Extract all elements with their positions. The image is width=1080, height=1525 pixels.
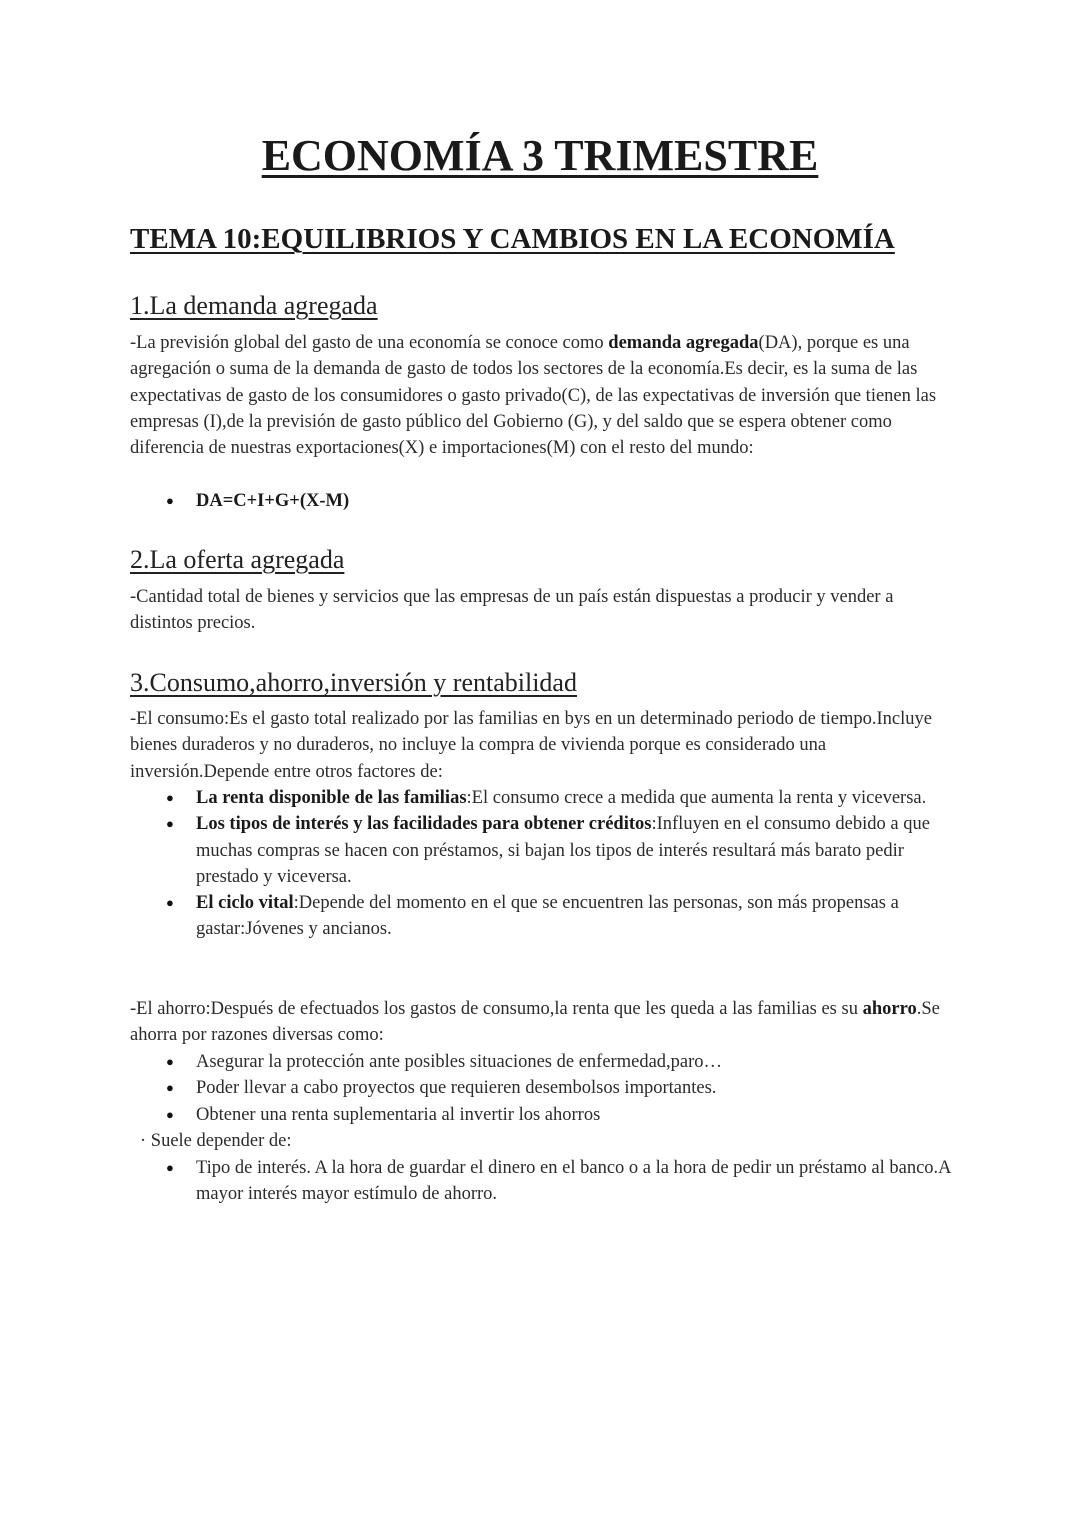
text-run: .Se ahorra por razones diversas como: <box>130 999 940 1046</box>
ahorro-depends-label: · Suele depender de: <box>140 1131 292 1151</box>
section-1-heading: 1.La demanda agregada <box>130 291 378 320</box>
text-run: -La previsión global del gasto de una economía se conoce como <box>130 333 609 353</box>
section-2-paragraph: -Cantidad total de bienes y servicios que las empresas de un país están dispuestas a producir y vender a distintos precios. <box>130 587 894 634</box>
document-title-text: ECONOMÍA 3 TRIMESTRE <box>261 131 819 180</box>
bold-term: La renta disponible de las familias <box>196 788 467 808</box>
bold-term: El ciclo vital <box>196 893 294 914</box>
text-run: :El consumo crece a medida que aumenta la renta y viceversa. <box>466 788 927 808</box>
text-run: (DA), porque es una agregación o suma de la demanda de gasto de todos los sectores de la economía.Es decir, es la suma de las expectativas de gasto de los consumidores o gasto privado(C), de las expectativas de inversión que tienen las empresas (I),de la previsión de gasto público del Gobierno (G), y del saldo que se espera obtener como diferencia de nuestras exportaciones(X) e importaciones(M) con el resto del mundo: <box>130 333 937 459</box>
section-3-heading: 3.Consumo,ahorro,inversión y rentabilidad <box>130 668 577 697</box>
section-1-paragraph <box>130 330 950 461</box>
text-run: :Influyen en el consumo debido a que muchas compras se hacen con préstamos, si bajan los tipos de interés resultará más barato pedir prestado y viceversa. <box>196 814 930 887</box>
ahorro-paragraph <box>130 996 950 1049</box>
list-item <box>196 890 956 943</box>
list-item: ● Asegurar la protección ante posibles situaciones de enfermedad,paro… <box>196 1049 956 1075</box>
list-item <box>196 488 956 514</box>
bold-term: ahorro <box>862 999 917 1019</box>
ahorro-factors-list <box>196 1155 956 1208</box>
list-item: ● Obtener una renta suplementaria al invertir los ahorros <box>196 1102 956 1128</box>
list-item: ● Tipo de interés. A la hora de guardar el dinero en el banco o a la hora de pedir un préstamo al banco.A mayor interés mayor estímulo de ahorro. <box>196 1155 956 1208</box>
consumo-paragraph: -El consumo:Es el gasto total realizado por las familias en bys en un determinado periodo de tiempo.Incluye bienes duraderos y no duraderos, no incluye la compra de vivienda porque es considerado una inversión.Depende entre otros factores de: <box>130 709 932 782</box>
bold-term: Los tipos de interés y las facilidades para obtener créditos <box>196 814 652 835</box>
section-2-heading: 2.La oferta agregada <box>130 545 345 574</box>
text-run: :Depende del momento en el que se encuentren las personas, son más propensas a gastar:Jóvenes y ancianos. <box>196 893 899 940</box>
formula: DA=C+I+G+(X-M) <box>196 491 350 511</box>
consumo-factors-list <box>196 785 956 943</box>
text-run: -El ahorro:Después de efectuados los gastos de consumo,la renta que les queda a las familias es su <box>130 999 863 1019</box>
document-title <box>0 128 1080 184</box>
formula-list <box>196 488 956 514</box>
ahorro-reasons-list <box>196 1049 956 1128</box>
topic-heading: TEMA 10:EQUILIBRIOS Y CAMBIOS EN LA ECONOMÍA <box>130 223 895 255</box>
list-item <box>196 811 956 890</box>
bold-term: demanda agregada <box>608 333 759 353</box>
list-item <box>196 785 956 811</box>
list-item: ● Poder llevar a cabo proyectos que requieren desembolsos importantes. <box>196 1075 956 1101</box>
